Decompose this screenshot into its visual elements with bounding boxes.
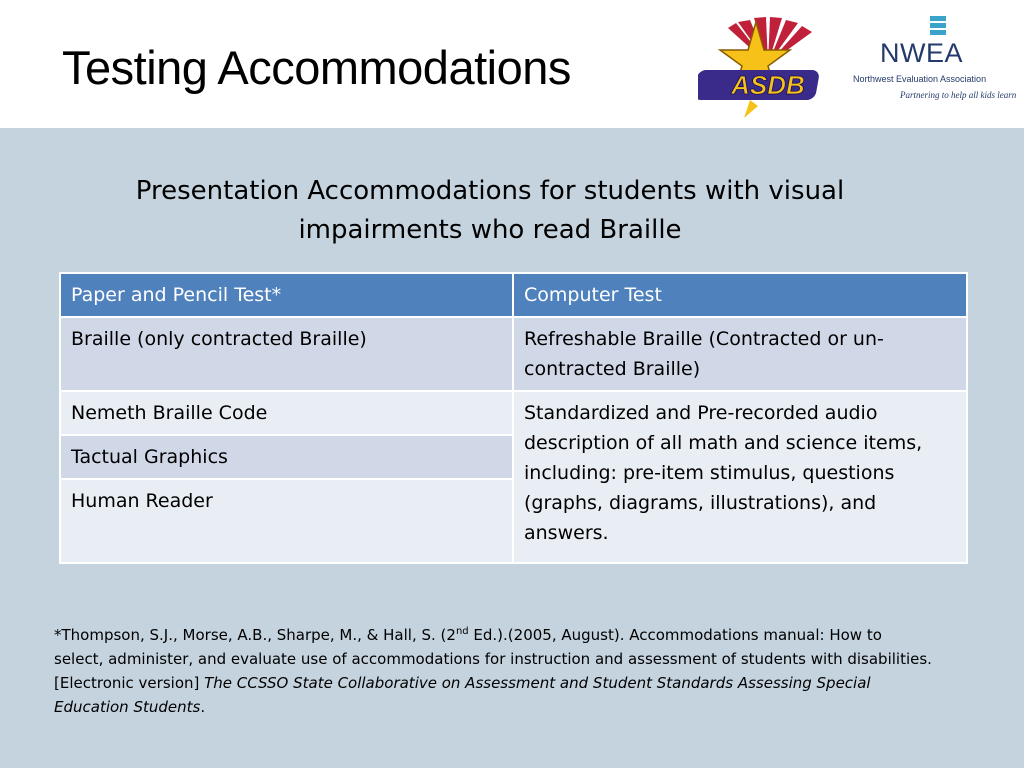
nwea-bar-icon	[930, 16, 946, 21]
footnote-italic-title: The CCSSO State Collaborative on Assessment and Student Standards Assessing Special Education Students	[54, 674, 871, 716]
accommodations-table	[59, 272, 968, 564]
cell-computer: Standardized and Pre-recorded audio description of all math and science items, including: pre-item stimulus, questions (graphs, diagrams, illustrations), and answers.	[513, 391, 967, 563]
footnote-sup: nd	[455, 626, 469, 637]
nwea-full-name: Northwest Evaluation Association	[853, 74, 987, 84]
footnote-end: .	[200, 698, 206, 716]
nwea-bar-icon	[930, 30, 946, 35]
cell-computer: Refreshable Braille (Contracted or un-contracted Braille)	[513, 317, 967, 391]
table-row	[60, 391, 967, 435]
header-computer: Computer Test	[513, 273, 967, 317]
header-bar	[0, 0, 1024, 128]
table-header-row	[60, 273, 967, 317]
table-row	[60, 317, 967, 391]
nwea-tagline: Partnering to help all kids learn	[900, 90, 1017, 100]
nwea-name: NWEA	[880, 38, 963, 68]
footnote-authors: Thompson, S.J., Morse, A.B., Sharpe, M., & Hall, S. (2	[61, 626, 456, 644]
header-paper-pencil: Paper and Pencil Test*	[60, 273, 513, 317]
cell-paper: Human Reader	[60, 479, 513, 563]
asdb-logo-text: ASDB	[731, 70, 805, 100]
page-title: Testing Accommodations	[62, 41, 571, 94]
cell-paper: Nemeth Braille Code	[60, 391, 513, 435]
footnote-body: Ed.).(2005, August). Accommodations manual: How to select, administer, and evaluate use of accommodations for instruction and assessment of students with disabilities. [Electronic version]	[54, 626, 932, 692]
slide-subtitle: Presentation Accommodations for students with visual impairments who read Braille	[135, 176, 845, 245]
nwea-logo	[850, 14, 1020, 106]
cell-paper: Tactual Graphics	[60, 435, 513, 479]
cell-paper: Braille (only contracted Braille)	[60, 317, 513, 391]
citation-footnote	[54, 620, 934, 719]
footnote-star: *	[54, 626, 62, 644]
nwea-bar-icon	[930, 23, 946, 28]
asdb-logo	[698, 14, 838, 120]
